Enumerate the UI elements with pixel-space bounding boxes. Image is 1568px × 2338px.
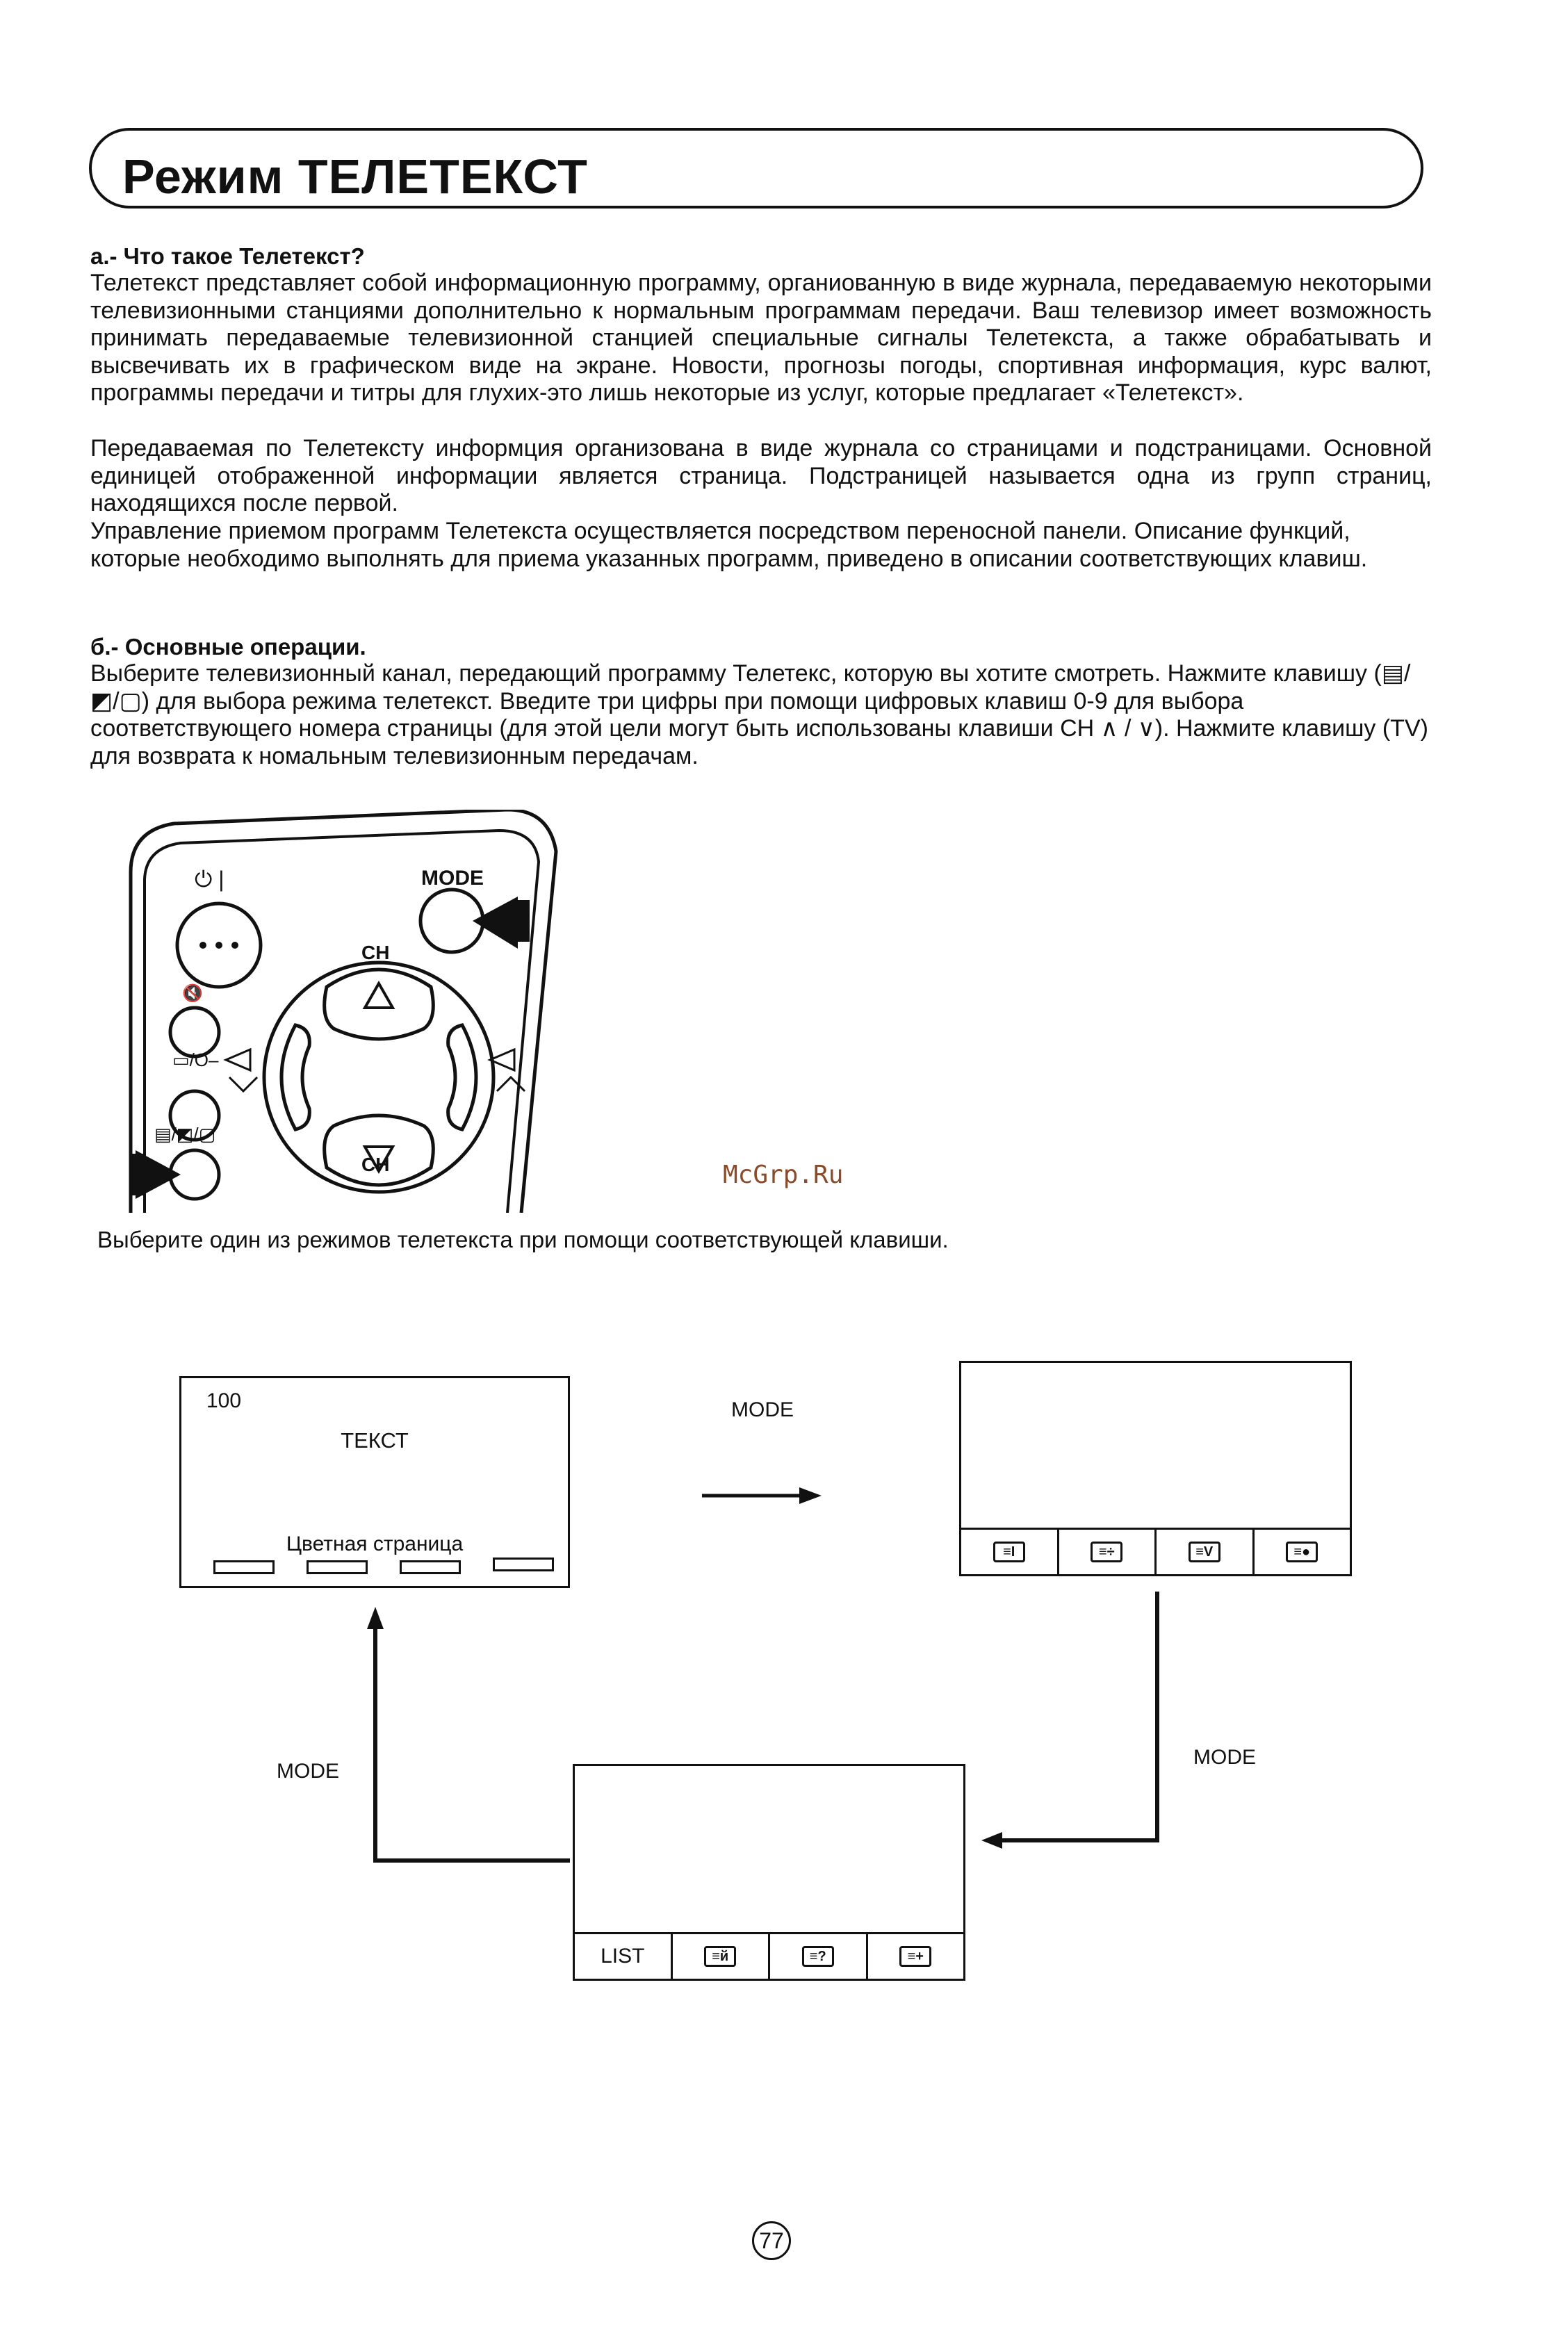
page-number: 77 (752, 2221, 791, 2260)
teletext-dot-icon: ≡● (1286, 1542, 1318, 1562)
section-b-heading: б.- Основные операции. (90, 634, 366, 660)
ch-bottom-label: CH (361, 1154, 390, 1175)
section-b-paragraph: Выберите телевизионный канал, передающий программу Телетекс, которую вы хотите смотреть. Нажмите клавишу (▤/◩/▢) для выбора режима телетекст. Введите три цифры при помощи цифровых клавиш 0-9 для выбора соответствующего номера страницы (для этой цели могут быть использованы клавиши CH ∧ / ∨). Нажмите клавишу (TV) для возврата к номальным телевизионным передачам. (90, 660, 1428, 769)
section-a-paragraph-2: Передаваемая по Телетексту информция организована в виде журнала со страницами и подстраницами. Основной единицей отображенной информации является страница. Подстраницей называется одна из групп страниц, находящихся после первой. (90, 435, 1432, 516)
section-a-paragraph-1: Телетекст представляет собой информационную программу, органиованную в виде журнала, передаваемую некоторыми телевизионными станциями дополнительно к нормальным программам передачи. Ваш телевизор имеет возможность принимать передаваемые телевизионной станцией специальные сигналы Телетекста, а также обрабатывать и высвечивать их в графическом виде на экране. Новости, прогнозы погоды, спортивная информация, курс валют, программы передачи и титры для глухих-это лишь некоторые из услуг, которые предлагает «Телетекст». (90, 270, 1432, 406)
list-label: LIST (601, 1945, 645, 1968)
page-title: Режим ТЕЛЕТЕКСТ (122, 149, 588, 204)
mode-key-label: MODE (421, 867, 484, 890)
lock-label: ▭/O‒ (172, 1049, 219, 1070)
screen-title: ТЕКСТ (341, 1428, 409, 1453)
screen-subtitle: Цветная страница (286, 1532, 464, 1555)
mode-label-left: MODE (277, 1760, 339, 1783)
teletext-key-label: ▤/◩/▢ (154, 1124, 216, 1145)
teletext-v-icon: ≡V (1189, 1542, 1220, 1562)
section-a-paragraph-3: Управление приемом программ Телетекста осуществляется посредством переносной панели. Описание функций, которые необходимо выполнять для приема указанных программ, приведено в описании соответствующих клавиш. (90, 518, 1368, 572)
teletext-divide-icon: ≡÷ (1091, 1542, 1122, 1562)
screen-page-number: 100 (206, 1389, 242, 1412)
teletext-subpage-icon: ≡+ (899, 1946, 931, 1967)
teletext-info-icon: ≡I (993, 1542, 1025, 1562)
teletext-index-icon: ≡й (704, 1946, 736, 1967)
teletext-reveal-icon: ≡? (802, 1946, 834, 1967)
mute-label: 🔇 (182, 984, 203, 1003)
watermark: McGrp.Ru (723, 1161, 844, 1189)
ch-top-label: CH (361, 942, 390, 963)
section-a-heading: а.- Что такое Телетекст? (90, 243, 365, 269)
caption: Выберите один из режимов телетекста при помощи соответствующей клавиши. (97, 1227, 949, 1252)
mode-label-top: MODE (731, 1398, 794, 1421)
mode-label-right: MODE (1193, 1746, 1256, 1769)
power-label: ⏻ | (195, 867, 224, 892)
